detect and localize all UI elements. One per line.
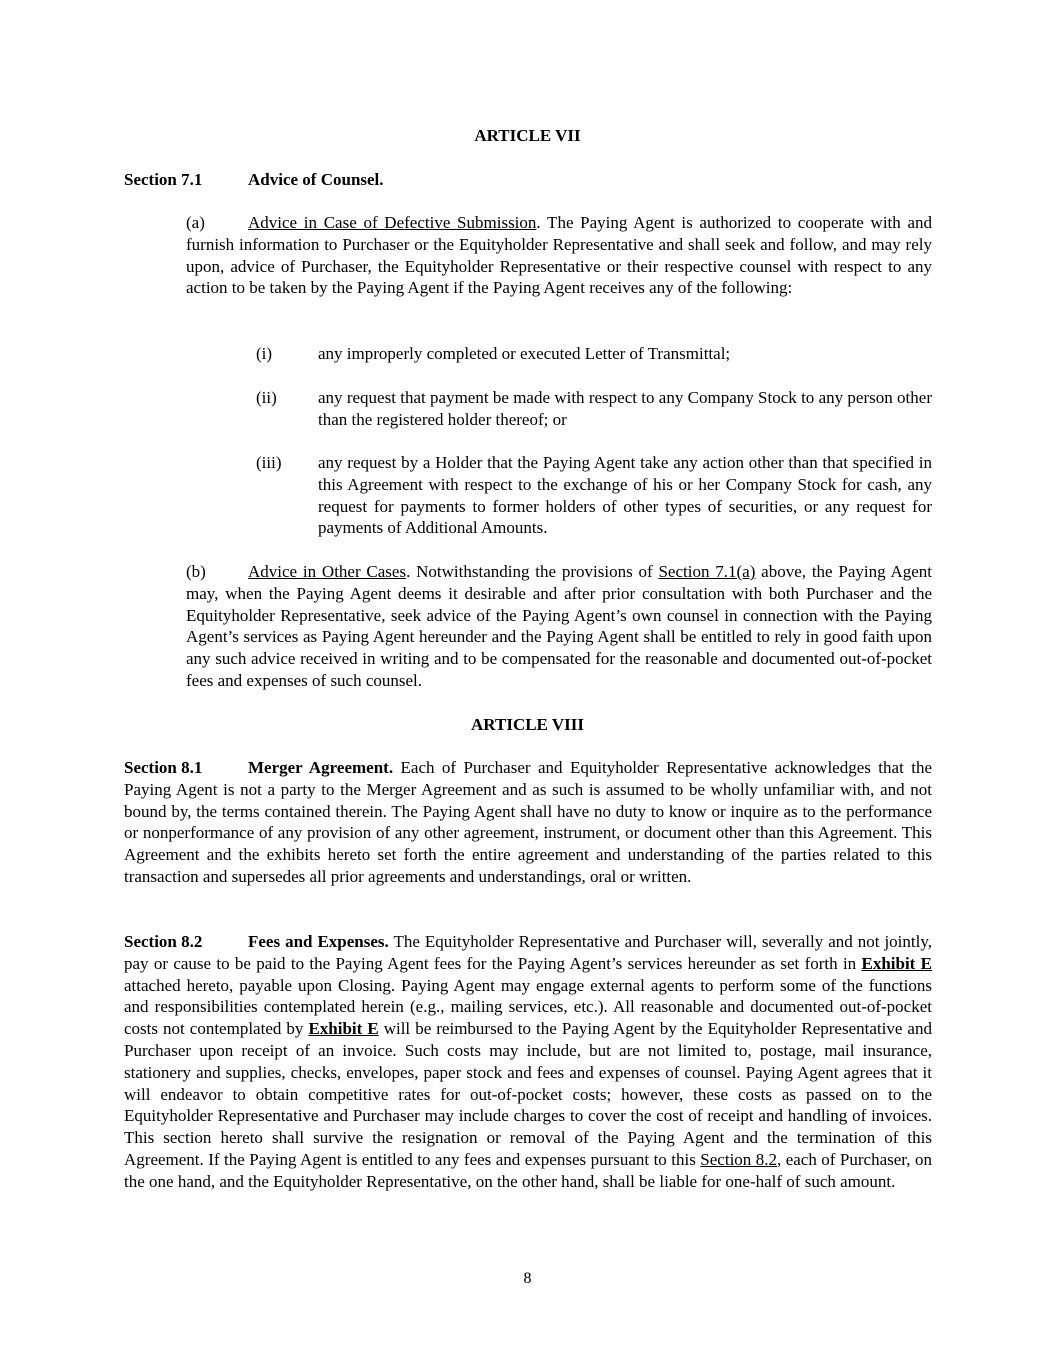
article-viii-heading: ARTICLE VIII <box>471 715 584 734</box>
paragraph-title: Advice in Other Cases <box>248 562 407 581</box>
exhibit-reference[interactable]: Exhibit E <box>861 953 932 973</box>
list-item-text: any request by a Holder that the Paying Agent take any action other than that specified in this Agreement with respect to the exchange of his or her Company Stock for cash, any request for payments to former holders of other types of securities, or any request for payments of Additional Amounts. <box>318 453 932 538</box>
page-number: 8 <box>523 1270 532 1287</box>
section-number: Section 7.1 <box>124 170 203 189</box>
section-number: Section 8.1 <box>124 758 203 777</box>
paragraph-label: (a) <box>186 213 205 232</box>
section-title: Fees and Expenses. <box>248 932 389 951</box>
paragraph-text: The Paying Agent is authorized to cooperate with and furnish information to Purchaser or the Equityholder Representative and shall seek and follow, and may rely upon, advice of Purchaser, the Equityholder Representative or their respective counsel with respect to any action to be taken by the Paying Agent if the Paying Agent receives any of the following: <box>186 213 933 298</box>
list-item-text: any improperly completed or executed Letter of Transmittal; <box>318 344 731 363</box>
list-item-number: (ii) <box>256 388 277 407</box>
list-item-number: (i) <box>256 344 273 363</box>
list-item-number: (iii) <box>256 453 282 472</box>
section-number: Section 8.2 <box>124 932 203 951</box>
paragraph-7-1-a: (a) Advice in Case of Defective Submission. The Paying Agent is authorized to cooperate with and furnish information to Purchaser or the Equityholder Representative and shall seek and follow, and may rely upon, advice of Purchaser, the Equityholder Representative or their respective counsel with respect to any action to be taken by the Paying Agent if the Paying Agent receives any of the following: <box>186 213 933 298</box>
section-reference-link[interactable]: Section 8.2 <box>700 1149 777 1169</box>
section-text: Each of Purchaser and Equityholder Representative acknowledges that the Paying Agent is not a party to the Merger Agreement and as such is assumed to be wholly unfamiliar with, and not bound by, the terms contained therein. The Paying Agent shall have no duty to know or inquire as to the performance or nonperformance of any provision of any other agreement, instrument, or document other than this Agreement. This Agreement and the exhibits hereto set forth the entire agreement and understanding of the parties related to this transaction and supersedes all prior agreements and understandings, oral or written. <box>124 758 932 886</box>
section-8-2: Section 8.2 Fees and Expenses. The Equityholder Representative and Purchaser will, severally and not jointly, pay or cause to be paid to the Paying Agent fees for the Paying Agent’s services hereunder as set forth in Exhibit E attached hereto, payable upon Closing. Paying Agent may engage external agents to perform some of the functions and responsibilities contemplated herein (e.g., mailing services, etc.). All reasonable and documented out-of-pocket costs not contemplated by Exhibit E will be reimbursed to the Paying Agent by the Equityholder Representative and Purchaser upon receipt of an invoice. Such costs may include, but are not limited to, postage, mail insurance, stationery and supplies, checks, envelopes, paper stock and fees and expenses of counsel. Paying Agent agrees that it will endeavor to obtain competitive rates for out-of-pocket costs; however, these costs as passed on to the Equityholder Representative and Purchaser may include charges to cover the cost of receipt and handling of invoices. This section hereto shall survive the resignation or removal of the Paying Agent and the termination of this Agreement. If the Paying Agent is entitled to any fees and expenses pursuant to this Section 8.2, each of Purchaser, on the one hand, and the Equityholder Representative, on the other hand, shall be liable for one-half of such amount. <box>124 932 932 1191</box>
section-title: Merger Agreement. <box>248 758 394 777</box>
section-title: Advice of Counsel. <box>248 170 384 189</box>
list-item-text: any request that payment be made with respect to any Company Stock to any person other than the registered holder thereof; or <box>318 388 932 429</box>
section-8-1 <box>124 757 932 888</box>
paragraph-label: (b) <box>186 562 206 581</box>
paragraph-7-1-b: (b) Advice in Other Cases. Notwithstanding the provisions of Section 7.1(a) above, the Paying Agent may, when the Paying Agent deems it desirable and after prior consultation with both Purchaser and the Equityholder Representative, seek advice of the Paying Agent’s own counsel in connection with the Paying Agent’s services as Paying Agent hereunder and the Paying Agent shall be entitled to rely in good faith upon any such advice received in writing and to be compensated for the reasonable and documented out-of-pocket fees and expenses of such counsel. <box>186 562 933 690</box>
exhibit-reference[interactable]: Exhibit E <box>308 1019 379 1039</box>
paragraph-title: Advice in Case of Defective Submission <box>248 213 537 232</box>
article-vii-heading: ARTICLE VII <box>474 126 581 145</box>
section-7-1-heading <box>124 169 384 191</box>
section-reference-link[interactable]: Section 7.1(a) <box>658 562 756 581</box>
